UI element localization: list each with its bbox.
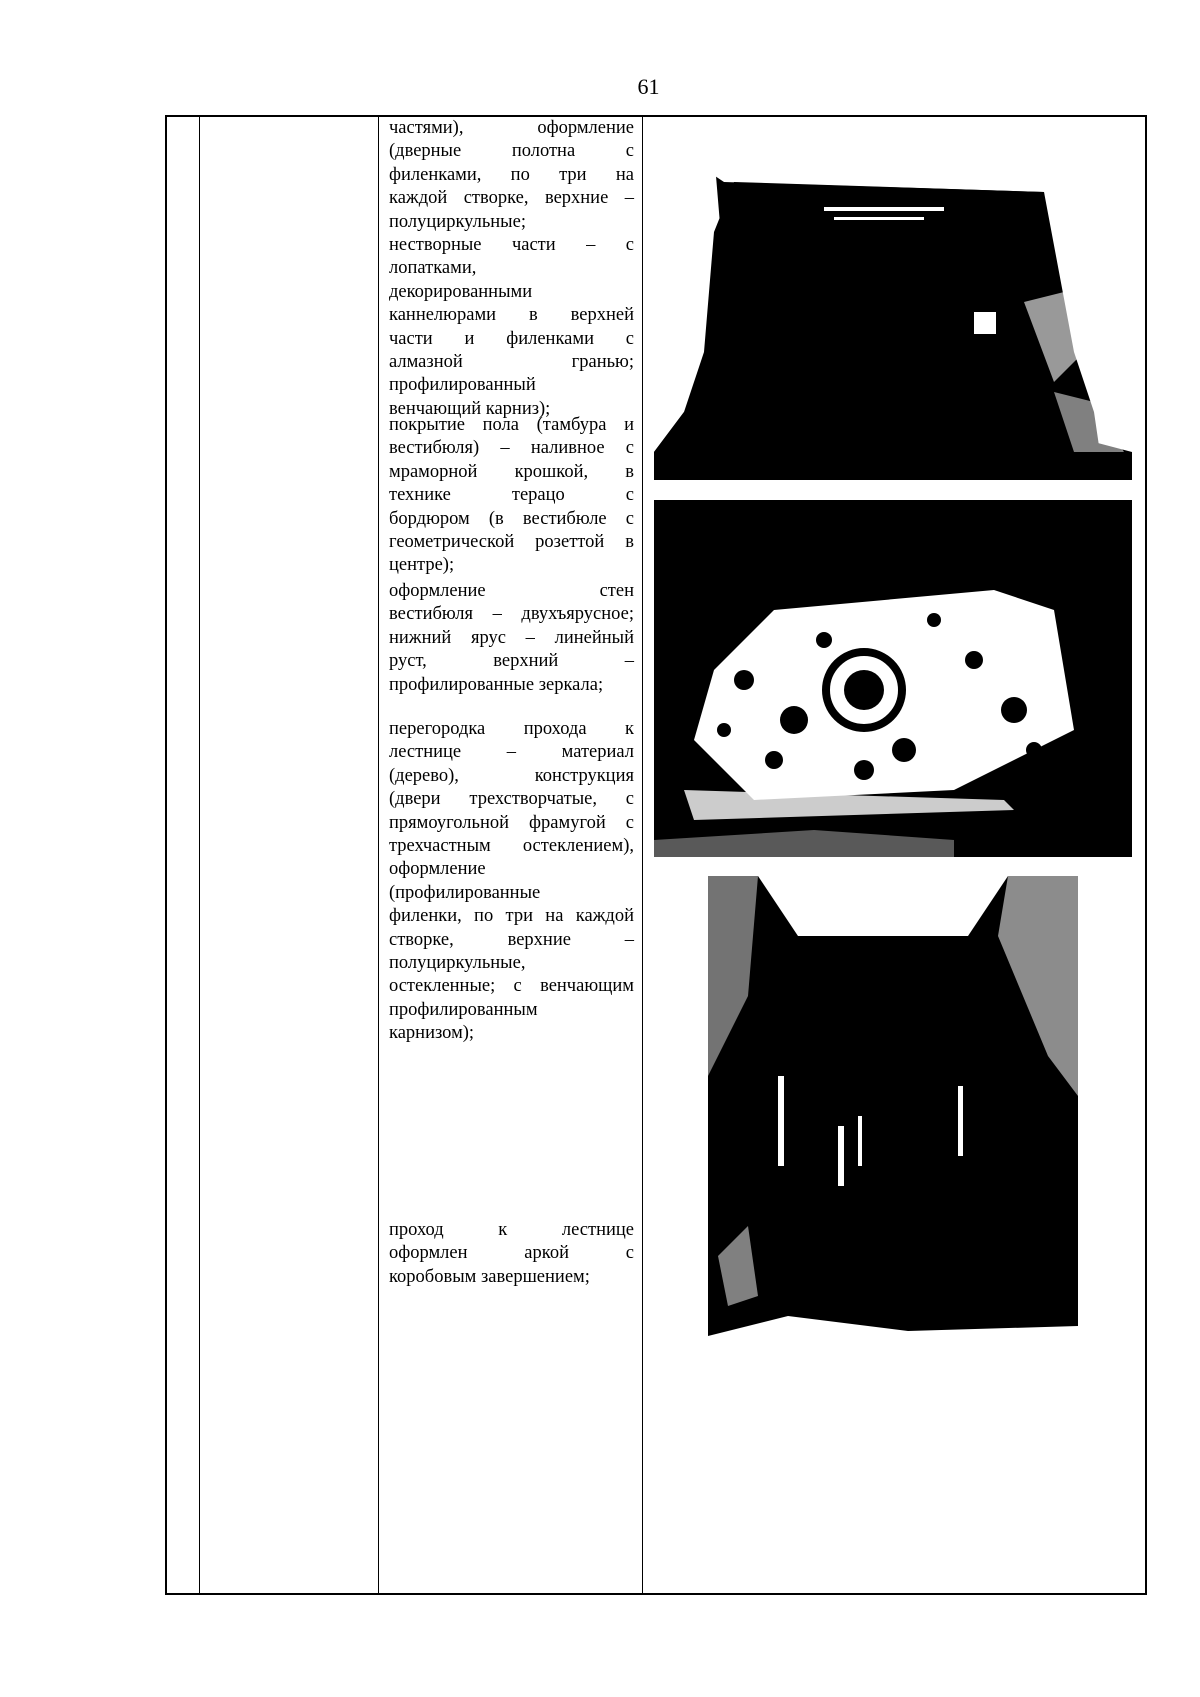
text-line: алмазной гранью; [389,351,634,372]
text-line: филенки, по три на каждой [389,906,634,927]
description-table [165,115,1147,1595]
text-line: (двери трехстворчатые, с [389,789,634,810]
text-line: декорированными [389,281,533,302]
text-line: части и филенками с [389,328,634,349]
text-line: профилированный [389,375,536,396]
paragraph [389,117,634,421]
text-line: прямоугольной фрамугой с [389,812,634,833]
text-line: лестнице – материал [389,742,634,763]
paragraph [389,414,634,578]
text-line: технике терацо с [389,485,634,506]
text-line: оформление [389,859,486,880]
photo-vestibule-floor [654,500,1132,857]
text-line: нижний ярус – линейный [389,627,634,648]
text-line: (дерево), конструкция [389,765,634,786]
paragraph [389,580,634,697]
text-line: полуциркульные, [389,952,526,973]
text-line: остекленные; с венчающим [389,976,634,997]
text-line: мраморной крошкой, в [389,461,634,482]
text-line: каннелюрами в верхней [389,305,634,326]
text-line: коробовым завершением; [389,1266,590,1287]
column-divider [199,117,200,1593]
text-line: покрытие пола (тамбура и [389,415,634,435]
text-line: филенками, по три на [389,164,634,185]
text-line: геометрической розеттой в [389,531,634,552]
paragraph [389,718,634,1045]
text-line: (дверные полотна с [389,141,634,162]
text-line: оформление стен [389,581,634,601]
text-line: створке, верхние – [389,929,634,950]
text-line: каждой створке, верхние – [389,188,634,209]
column-divider [378,117,379,1593]
text-line: нестворные части – с [389,234,634,255]
photo-stair-passage [708,876,1078,1366]
text-line: частями), оформление [389,118,634,138]
page-number: 61 [637,74,660,99]
photo-entrance-doors [654,152,1132,480]
text-line: трехчастным остеклением), [389,835,634,856]
text-line: руст, верхний – [389,651,634,672]
text-line: вестибюля) – наливное с [389,438,634,459]
text-line: полуциркульные; [389,211,526,232]
text-line: бордюром (в вестибюле с [389,508,634,529]
text-line: проход к лестнице [389,1220,634,1240]
text-line: оформлен аркой с [389,1243,634,1264]
text-line: лопатками, [389,258,477,279]
paragraph [389,1219,634,1289]
text-line: перегородка прохода к [389,719,634,739]
column-divider [642,117,643,1593]
text-line: вестибюля – двухъярусное; [389,604,634,625]
text-line: профилированные зеркала; [389,674,604,695]
text-line: (профилированные [389,882,541,903]
text-line: центре); [389,555,455,576]
text-line: профилированным [389,999,538,1020]
text-line: карнизом); [389,1023,475,1044]
text-line: венчающий карниз); [389,398,551,419]
